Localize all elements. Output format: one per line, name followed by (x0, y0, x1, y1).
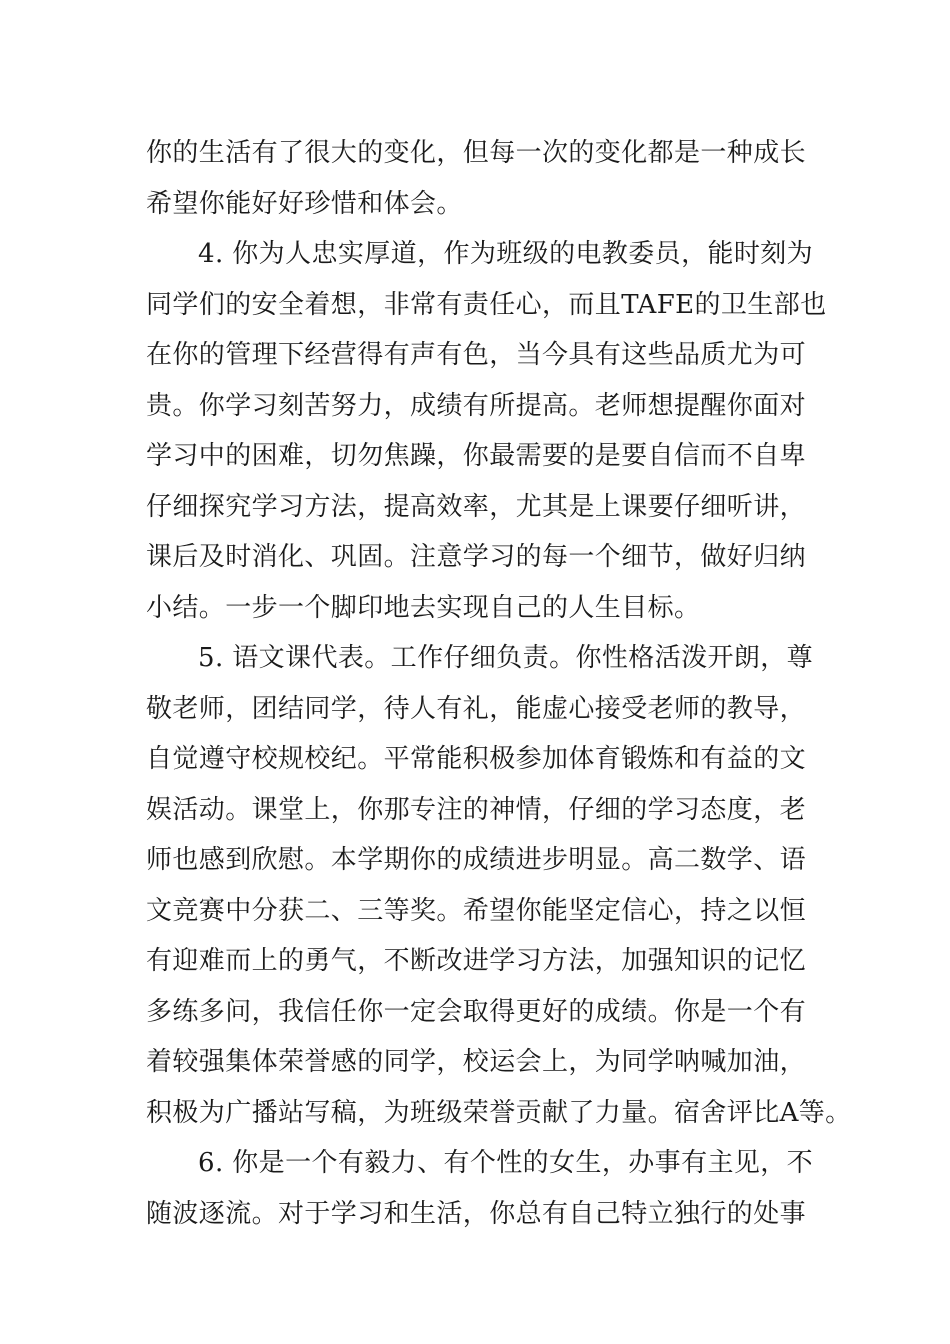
text-line: 你的生活有了很大的变化，但每一次的变化都是一种成长 (146, 138, 807, 168)
text-line-item-6: 6. 你是一个有毅力、有个性的女生，办事有主见，不 (198, 1148, 814, 1178)
text-line: 小结。一步一个脚印地去实现自己的人生目标。 (146, 592, 701, 623)
text-line: 敬老师，团结同学，待人有礼，能虚心接受老师的教导， (146, 693, 807, 724)
text-line: 文竞赛中分获二、三等奖。希望你能坚定信心，持之以恒 (146, 895, 807, 926)
text-line: 自觉遵守校规校纪。平常能积极参加体育锻炼和有益的文 (146, 744, 807, 774)
text-line: 仔细探究学习方法，提高效率，尤其是上课要仔细听讲， (146, 491, 807, 522)
text-line: 课后及时消化、巩固。注意学习的每一个细节，做好归纳 (146, 542, 807, 572)
text-line: 同学们的安全着想，非常有责任心，而且TAFE的卫生部也 (146, 289, 827, 320)
text-line: 希望你能好好珍惜和体会。 (146, 188, 463, 219)
document-body (146, 128, 852, 1239)
text-line-item-4: 4. 你为人忠实厚道，作为班级的电教委员，能时刻为 (198, 239, 814, 269)
text-line: 贵。你学习刻苦努力，成绩有所提高。老师想提醒你面对 (146, 390, 807, 421)
text-line: 学习中的困难，切勿焦躁，你最需要的是要自信而不自卑 (146, 441, 807, 471)
text-line: 师也感到欣慰。本学期你的成绩进步明显。高二数学、语 (146, 845, 807, 875)
text-line: 有迎难而上的勇气，不断改进学习方法，加强知识的记忆 (146, 946, 807, 976)
text-line: 多练多问，我信任你一定会取得更好的成绩。你是一个有 (146, 996, 807, 1027)
text-line: 在你的管理下经营得有声有色，当今具有这些品质尤为可 (146, 340, 807, 370)
text-line: 积极为广播站写稿，为班级荣誉贡献了力量。宿舍评比A等。 (146, 1097, 852, 1128)
text-line: 随波逐流。对于学习和生活，你总有自己特立独行的处事 (146, 1198, 807, 1229)
text-line: 娱活动。课堂上，你那专注的神情，仔细的学习态度，老 (146, 794, 807, 825)
text-line: 着较强集体荣誉感的同学，校运会上，为同学呐喊加油， (146, 1047, 807, 1077)
text-line-item-5: 5. 语文课代表。工作仔细负责。你性格活泼开朗，尊 (198, 643, 814, 673)
